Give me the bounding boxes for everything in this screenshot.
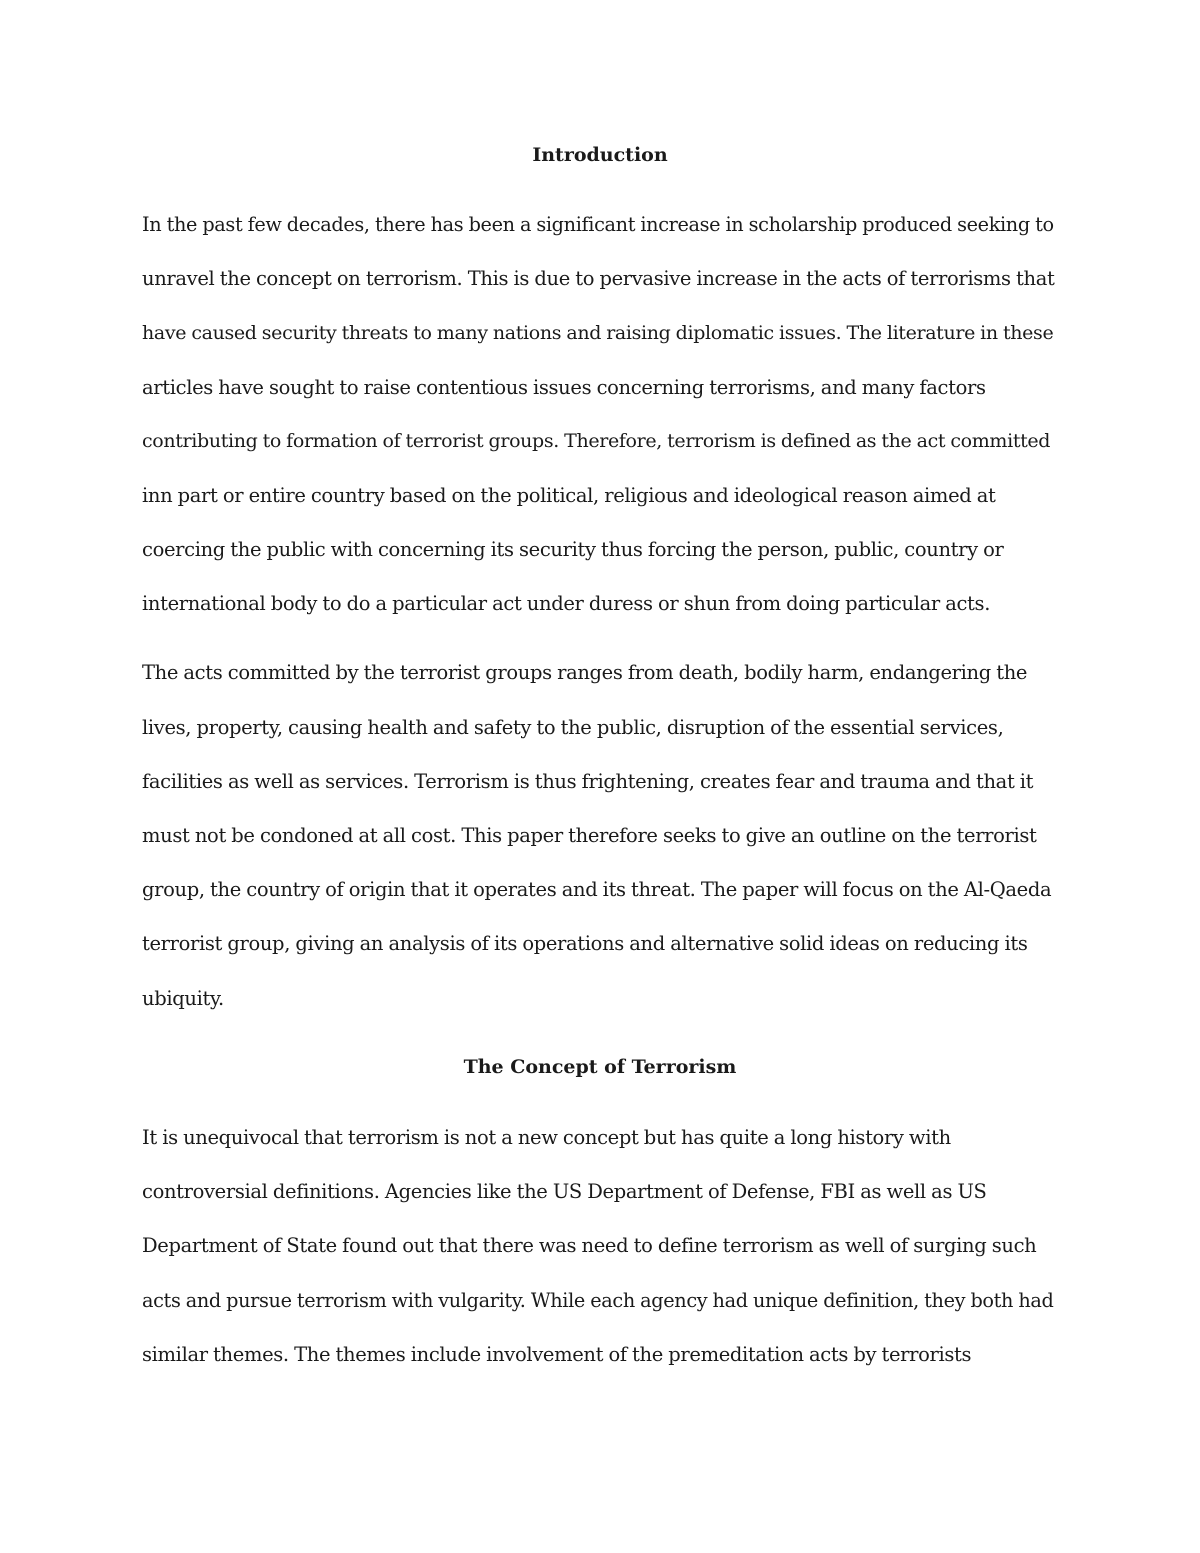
text-line: lives, property, causing health and safety to the public, disruption of the essential services, bbox=[142, 716, 1004, 739]
text-line: ubiquity. bbox=[142, 987, 224, 1010]
text-line: articles have sought to raise contentious issues concerning terrorisms, and many factors bbox=[142, 376, 986, 399]
text-line: Department of State found out that there was need to define terrorism as well of surging such bbox=[142, 1234, 1037, 1257]
text-line: facilities as well as services. Terrorism is thus frightening, creates fear and trauma and that it bbox=[142, 770, 1034, 793]
text-line: In the past few decades, there has been a significant increase in scholarship produced seeking to bbox=[142, 213, 1054, 236]
text-line: group, the country of origin that it operates and its threat. The paper will focus on the Al-Qaeda bbox=[142, 878, 1052, 901]
text-line: terrorist group, giving an analysis of its operations and alternative solid ideas on reducing its bbox=[142, 932, 1028, 955]
text-line: contributing to formation of terrorist groups. Therefore, terrorism is defined as the act committed bbox=[142, 430, 1051, 452]
text-line: must not be condoned at all cost. This paper therefore seeks to give an outline on the terrorist bbox=[142, 824, 1037, 847]
text-line: coercing the public with concerning its security thus forcing the person, public, country or bbox=[142, 538, 1004, 561]
heading-concept-of-terrorism: The Concept of Terrorism bbox=[463, 1056, 737, 1078]
text-line: acts and pursue terrorism with vulgarity. While each agency had unique definition, they both had bbox=[142, 1289, 1054, 1312]
heading-introduction: Introduction bbox=[532, 144, 668, 166]
text-line: It is unequivocal that terrorism is not a new concept but has quite a long history with bbox=[142, 1126, 951, 1149]
text-line: have caused security threats to many nations and raising diplomatic issues. The literature in these bbox=[142, 322, 1054, 344]
text-line: The acts committed by the terrorist groups ranges from death, bodily harm, endangering the bbox=[142, 661, 1028, 684]
text-line: unravel the concept on terrorism. This is due to pervasive increase in the acts of terrorisms that bbox=[142, 267, 1055, 290]
text-line: controversial definitions. Agencies like the US Department of Defense, FBI as well as US bbox=[142, 1180, 987, 1203]
text-line: international body to do a particular act under duress or shun from doing particular acts. bbox=[142, 592, 991, 615]
text-line: similar themes. The themes include involvement of the premeditation acts by terrorists bbox=[142, 1343, 972, 1366]
text-line: inn part or entire country based on the political, religious and ideological reason aimed at bbox=[142, 484, 996, 507]
